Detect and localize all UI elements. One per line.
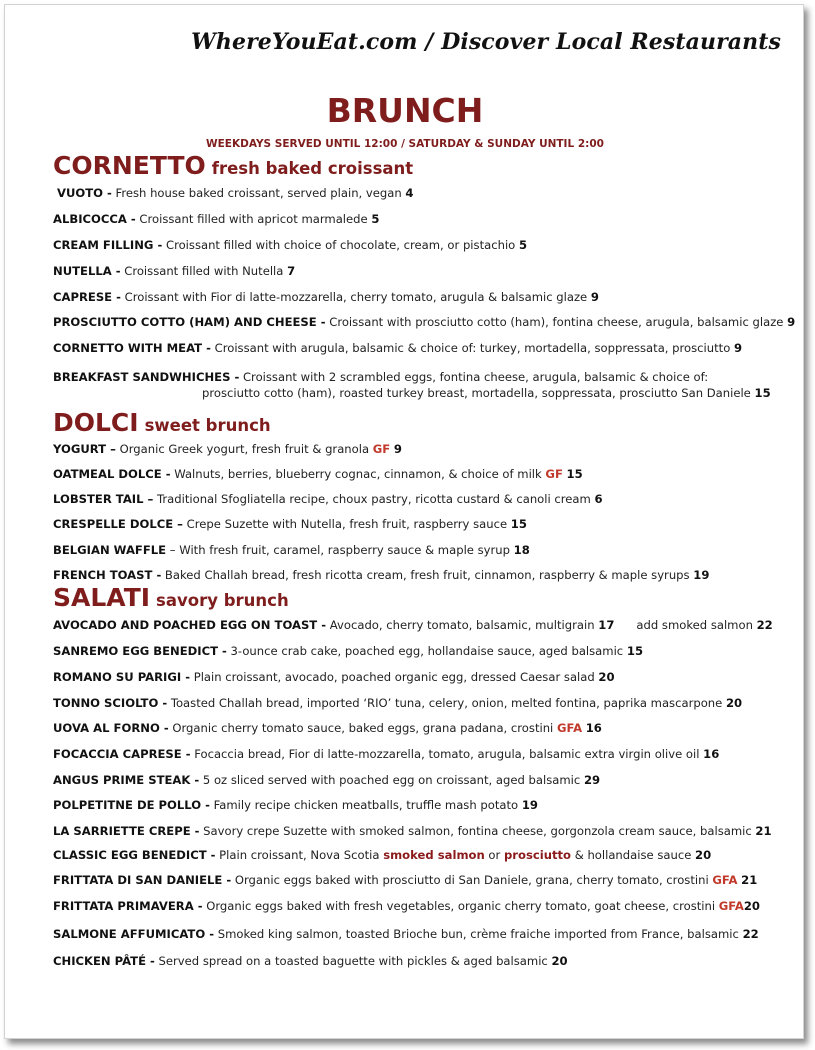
- menu-item: LA SARRIETTE CREPE - Savory crepe Suzette with smoked salmon, fontina cheese, gorgonzola cream sauce, balsamic 21: [53, 824, 772, 838]
- service-hours: WEEKDAYS SERVED UNTIL 12:00 / SATURDAY & SUNDAY UNTIL 2:00: [206, 138, 604, 150]
- section-title: SALATI: [53, 583, 151, 612]
- menu-item: YOGURT – Organic Greek yogurt, fresh fruit & granola GF 9: [53, 442, 402, 456]
- site-header: WhereYouEat.com / Discover Local Restaurants: [191, 29, 781, 55]
- dietary-tag: GFA: [556, 721, 583, 735]
- menu-item: FRITTATA PRIMAVERA - Organic eggs baked with fresh vegetables, organic cherry tomato, goat cheese, crostini GFA20: [53, 899, 760, 913]
- section-title: CORNETTO: [53, 151, 206, 180]
- menu-item: ANGUS PRIME STEAK - 5 oz sliced served with poached egg on croissant, aged balsamic 29: [53, 773, 601, 787]
- menu-item: BREAKFAST SANDWHICHES - Croissant with 2 scrambled eggs, fontina cheese, arugula, balsamic & choice of: prosciutto cotto (ham), roasted turkey breast, mortadella, soppressata, prosciutto San Daniele 15: [53, 369, 793, 401]
- section-subtitle: sweet brunch: [144, 416, 271, 435]
- menu-item: AVOCADO AND POACHED EGG ON TOAST - Avocado, cherry tomato, balsamic, multigrain 17 add smoked salmon 22: [53, 618, 773, 632]
- section-subtitle: savory brunch: [156, 591, 289, 610]
- dietary-tag: GF: [372, 442, 391, 456]
- menu-page: [4, 4, 804, 1039]
- menu-item: BELGIAN WAFFLE – With fresh fruit, caramel, raspberry sauce & maple syrup 18: [53, 543, 530, 557]
- menu-item: UOVA AL FORNO - Organic cherry tomato sauce, baked eggs, grana padana, crostini GFA 16: [53, 721, 602, 735]
- menu-item-continuation: prosciutto cotto (ham), roasted turkey breast, mortadella, soppressata, prosciutto San Daniele 15: [202, 386, 771, 400]
- dietary-tag: GF: [545, 467, 563, 481]
- menu-item: CAPRESE - Croissant with Fior di latte-mozzarella, cherry tomato, arugula & balsamic glaze 9: [53, 290, 599, 304]
- section-header-salati: [53, 583, 289, 612]
- section-header-cornetto: [53, 151, 413, 180]
- menu-item: TONNO SCIOLTO - Toasted Challah bread, imported ‘RIO’ tuna, celery, onion, melted fontina, paprika mascarpone 20: [53, 696, 743, 710]
- menu-item: SANREMO EGG BENEDICT - 3-ounce crab cake, poached egg, hollandaise sauce, aged balsamic 15: [53, 644, 644, 658]
- menu-item: FOCACCIA CAPRESE - Focaccia bread, Fior di latte-mozzarella, tomato, arugula, balsamic extra virgin olive oil 16: [53, 747, 720, 761]
- menu-item: OATMEAL DOLCE - Walnuts, berries, blueberry cognac, cinnamon, & choice of milk GF 15: [53, 467, 583, 481]
- menu-item: CREAM FILLING - Croissant filled with choice of chocolate, cream, or pistachio 5: [53, 238, 528, 252]
- menu-item: LOBSTER TAIL – Traditional Sfogliatella recipe, choux pastry, ricotta custard & canoli cream 6: [53, 492, 603, 506]
- menu-item: FRITTATA DI SAN DANIELE - Organic eggs baked with prosciutto di San Daniele, grana, cherry tomato, crostini GFA 21: [53, 873, 758, 887]
- menu-item: ROMANO SU PARIGI - Plain croissant, avocado, poached organic egg, dressed Caesar salad 20: [53, 670, 615, 684]
- section-header-dolci: [53, 408, 271, 437]
- menu-item: NUTELLA - Croissant filled with Nutella 7: [53, 264, 296, 278]
- menu-item: CRESPELLE DOLCE – Crepe Suzette with Nutella, fresh fruit, raspberry sauce 15: [53, 517, 527, 531]
- dietary-tag: GFA: [712, 873, 738, 887]
- page-title: BRUNCH: [326, 91, 484, 130]
- menu-item: PROSCIUTTO COTTO (HAM) AND CHEESE - Croissant with prosciutto cotto (ham), fontina cheese, arugula, balsamic glaze 9: [53, 315, 796, 329]
- menu-item: CLASSIC EGG BENEDICT - Plain croissant, Nova Scotia smoked salmon or prosciutto & hollandaise sauce 20: [53, 848, 712, 862]
- menu-item: SALMONE AFFUMICATO - Smoked king salmon, toasted Brioche bun, crème fraiche imported from France, balsamic 22: [53, 927, 759, 941]
- section-title: DOLCI: [53, 408, 139, 437]
- menu-item: VUOTO - Fresh house baked croissant, served plain, vegan 4: [57, 186, 414, 200]
- menu-item: CORNETTO WITH MEAT - Croissant with arugula, balsamic & choice of: turkey, mortadella, soppressata, prosciutto 9: [53, 341, 743, 355]
- menu-item: FRENCH TOAST - Baked Challah bread, fresh ricotta cream, fresh fruit, cinnamon, raspberry & maple syrups 19: [53, 568, 710, 582]
- dietary-tag: GFA: [718, 899, 744, 913]
- menu-item: ALBICOCCA - Croissant filled with apricot marmalede 5: [53, 212, 380, 226]
- section-subtitle: fresh baked croissant: [211, 159, 414, 178]
- menu-item: POLPETITNE DE POLLO - Family recipe chicken meatballs, truffle mash potato 19: [53, 798, 538, 812]
- menu-item: CHICKEN PÂTÉ - Served spread on a toasted baguette with pickles & aged balsamic 20: [53, 954, 568, 968]
